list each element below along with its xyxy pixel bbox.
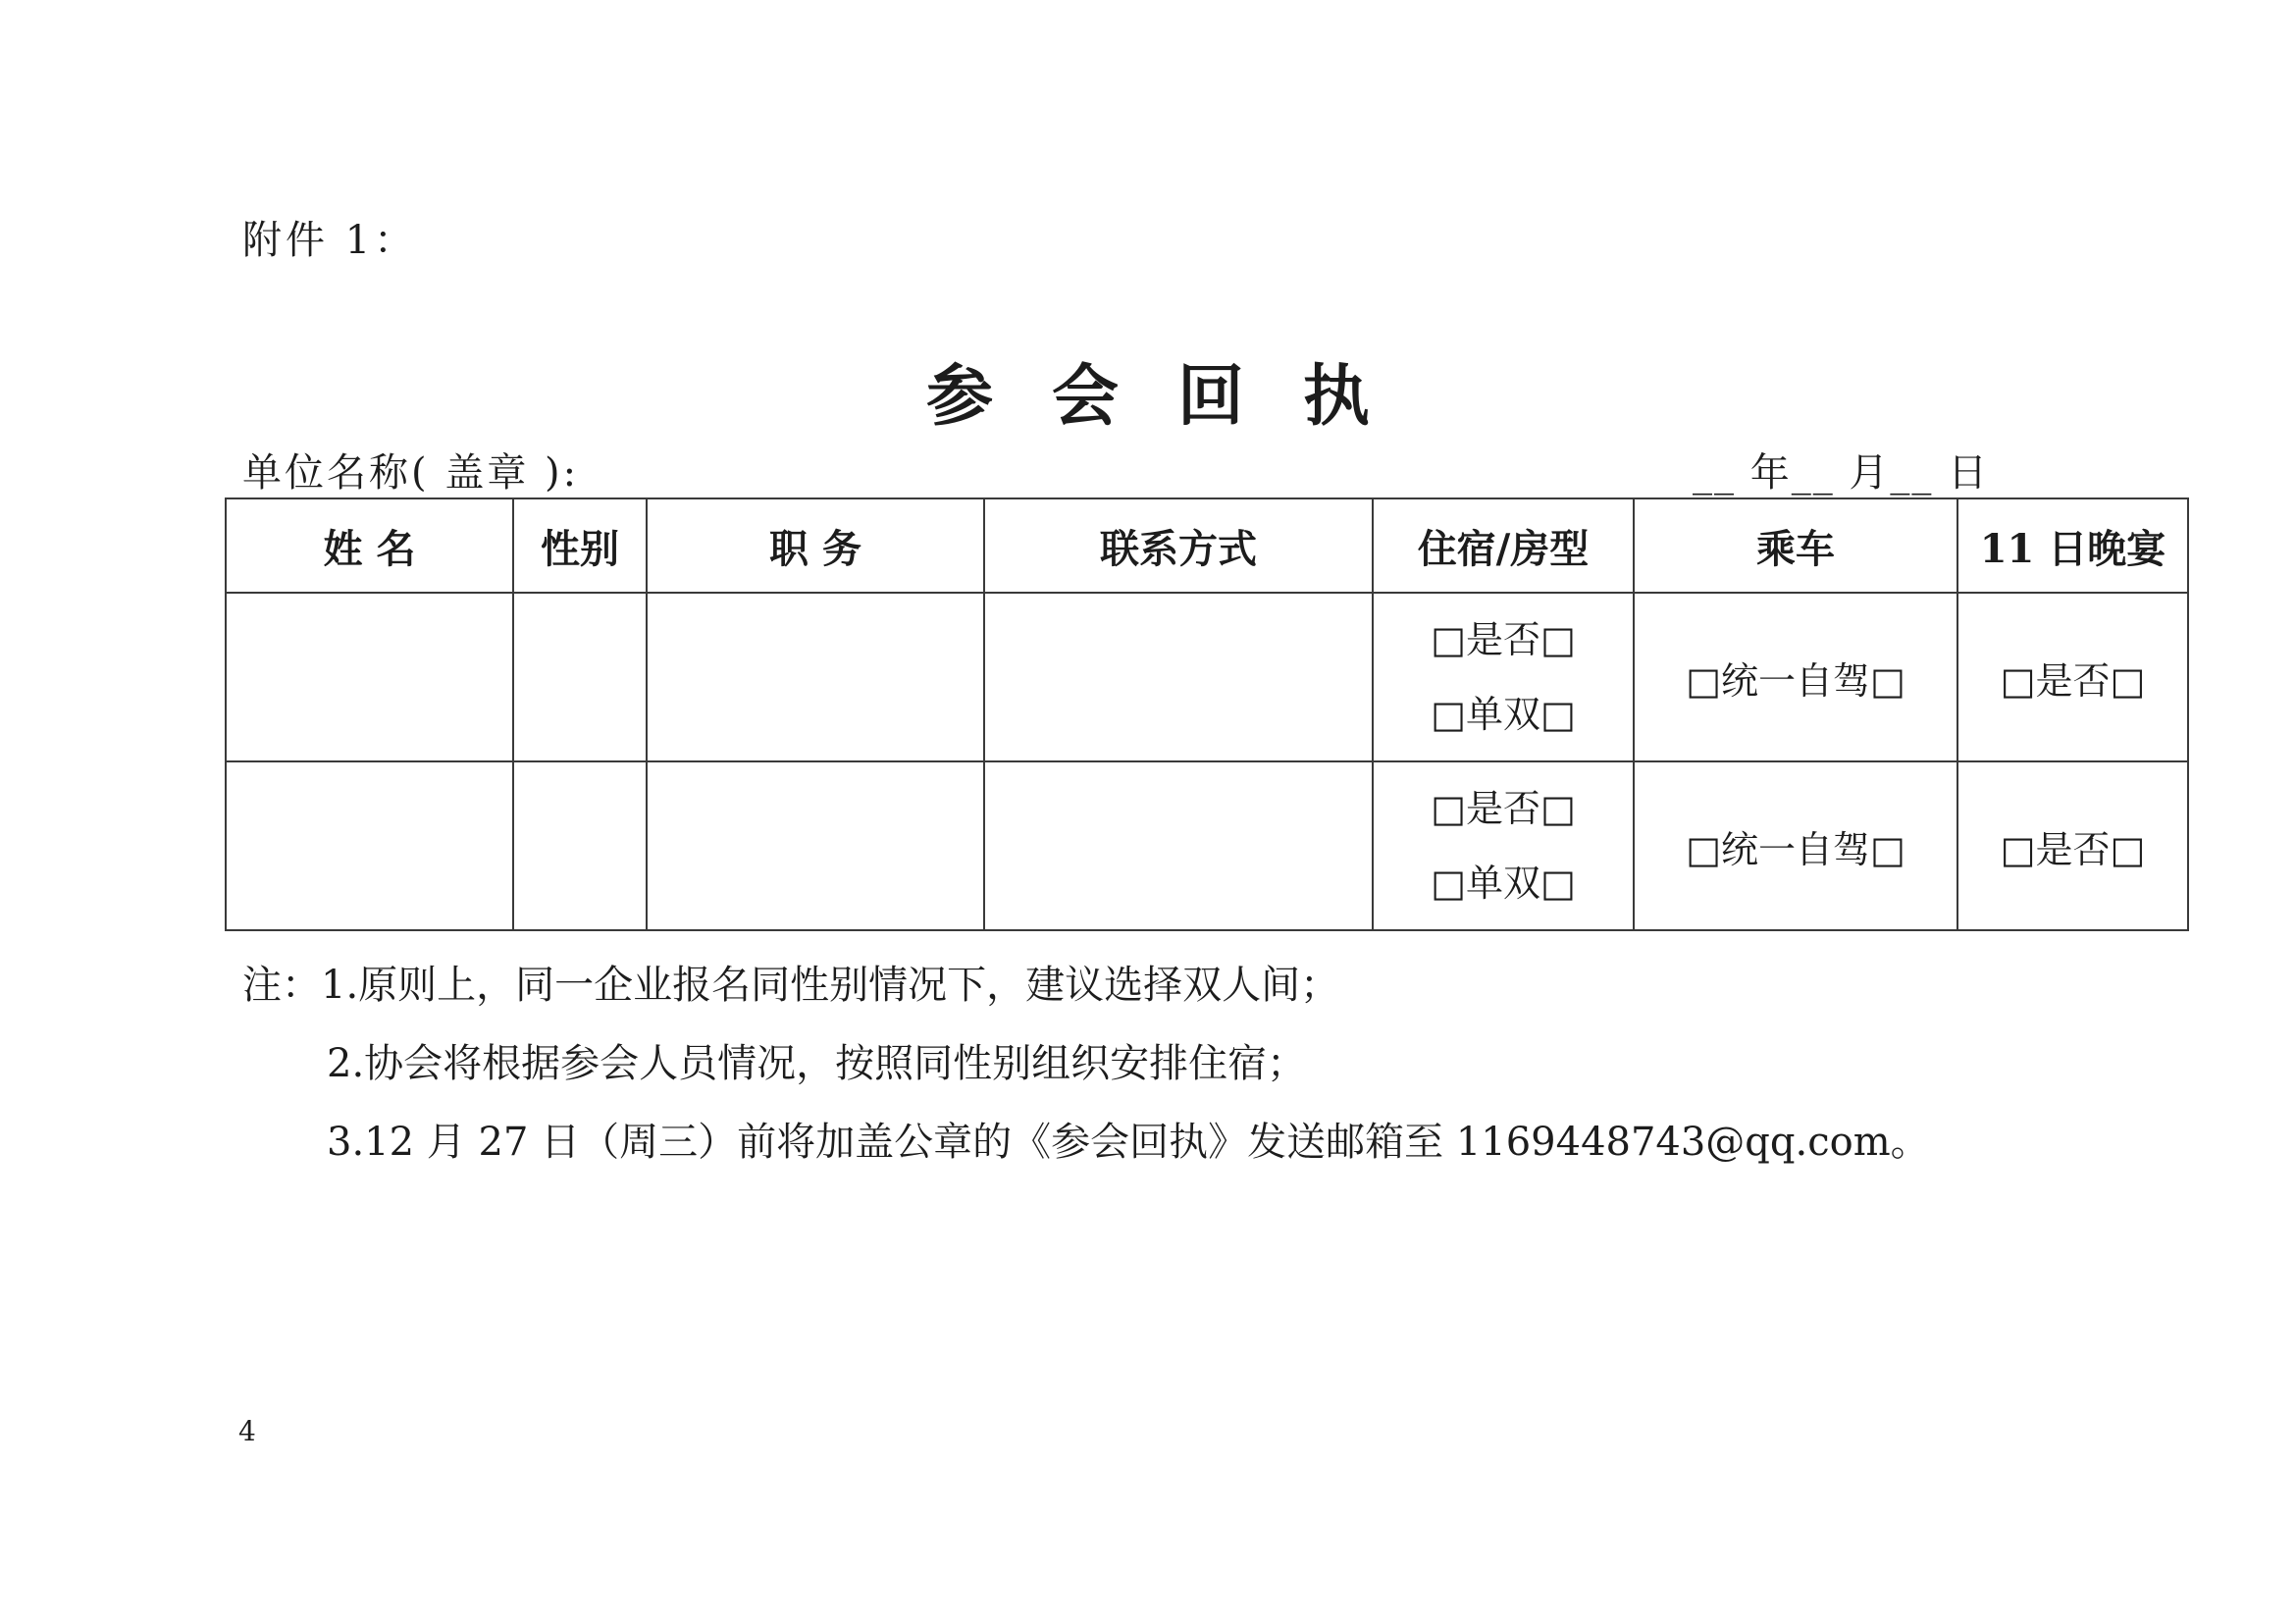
transport-cell[interactable]: □统一自驾□ [1634,593,1957,761]
attachment-label: 附件 1： [242,218,418,263]
transport-cell[interactable]: □统一自驾□ [1634,761,1957,930]
contact-cell[interactable] [984,593,1373,761]
position-cell[interactable] [647,761,984,930]
room-single-double-option[interactable]: □单双□ [1431,862,1576,905]
lodging-yes-no-option[interactable]: □是否□ [1431,618,1576,661]
col-header-gender: 性别 [513,498,647,593]
col-header-lodging: 住宿/房型 [1373,498,1634,593]
registration-form-table [225,497,2189,931]
date-line: __ 年__ 月__ 日 [1693,450,1990,496]
col-header-transport: 乘车 [1634,498,1957,593]
lodging-yes-no-option[interactable]: □是否□ [1431,787,1576,830]
name-cell[interactable] [226,593,513,761]
gender-cell[interactable] [513,593,647,761]
col-header-banquet: 11 日晚宴 [1957,498,2188,593]
page-number: 4 [238,1415,256,1447]
note-2: 2.协会将根据参会人员情况，按照同性别组织安排住宿； [327,1041,1307,1086]
table-row [226,593,2188,761]
banquet-cell[interactable]: □是否□ [1957,593,2188,761]
contact-cell[interactable] [984,761,1373,930]
note-1: 注：1.原则上，同一企业报名同性别情况下，建议选择双人间； [242,963,1340,1008]
table-row [226,761,2188,930]
table-header-row [226,498,2188,593]
lodging-cell [1373,593,1634,761]
col-header-contact: 联系方式 [984,498,1373,593]
position-cell[interactable] [647,593,984,761]
gender-cell[interactable] [513,761,647,930]
room-single-double-option[interactable]: □单双□ [1431,693,1576,736]
document-title: 参会回执 [925,357,1429,436]
col-header-position: 职 务 [647,498,984,593]
lodging-cell [1373,761,1634,930]
col-header-name: 姓 名 [226,498,513,593]
banquet-cell[interactable]: □是否□ [1957,761,2188,930]
note-3: 3.12 月 27 日（周三）前将加盖公章的《参会回执》发送邮箱至 1169448743@qq.com。 [327,1120,1930,1165]
name-cell[interactable] [226,761,513,930]
unit-name-label: 单位名称( 盖章 ): [242,450,580,496]
